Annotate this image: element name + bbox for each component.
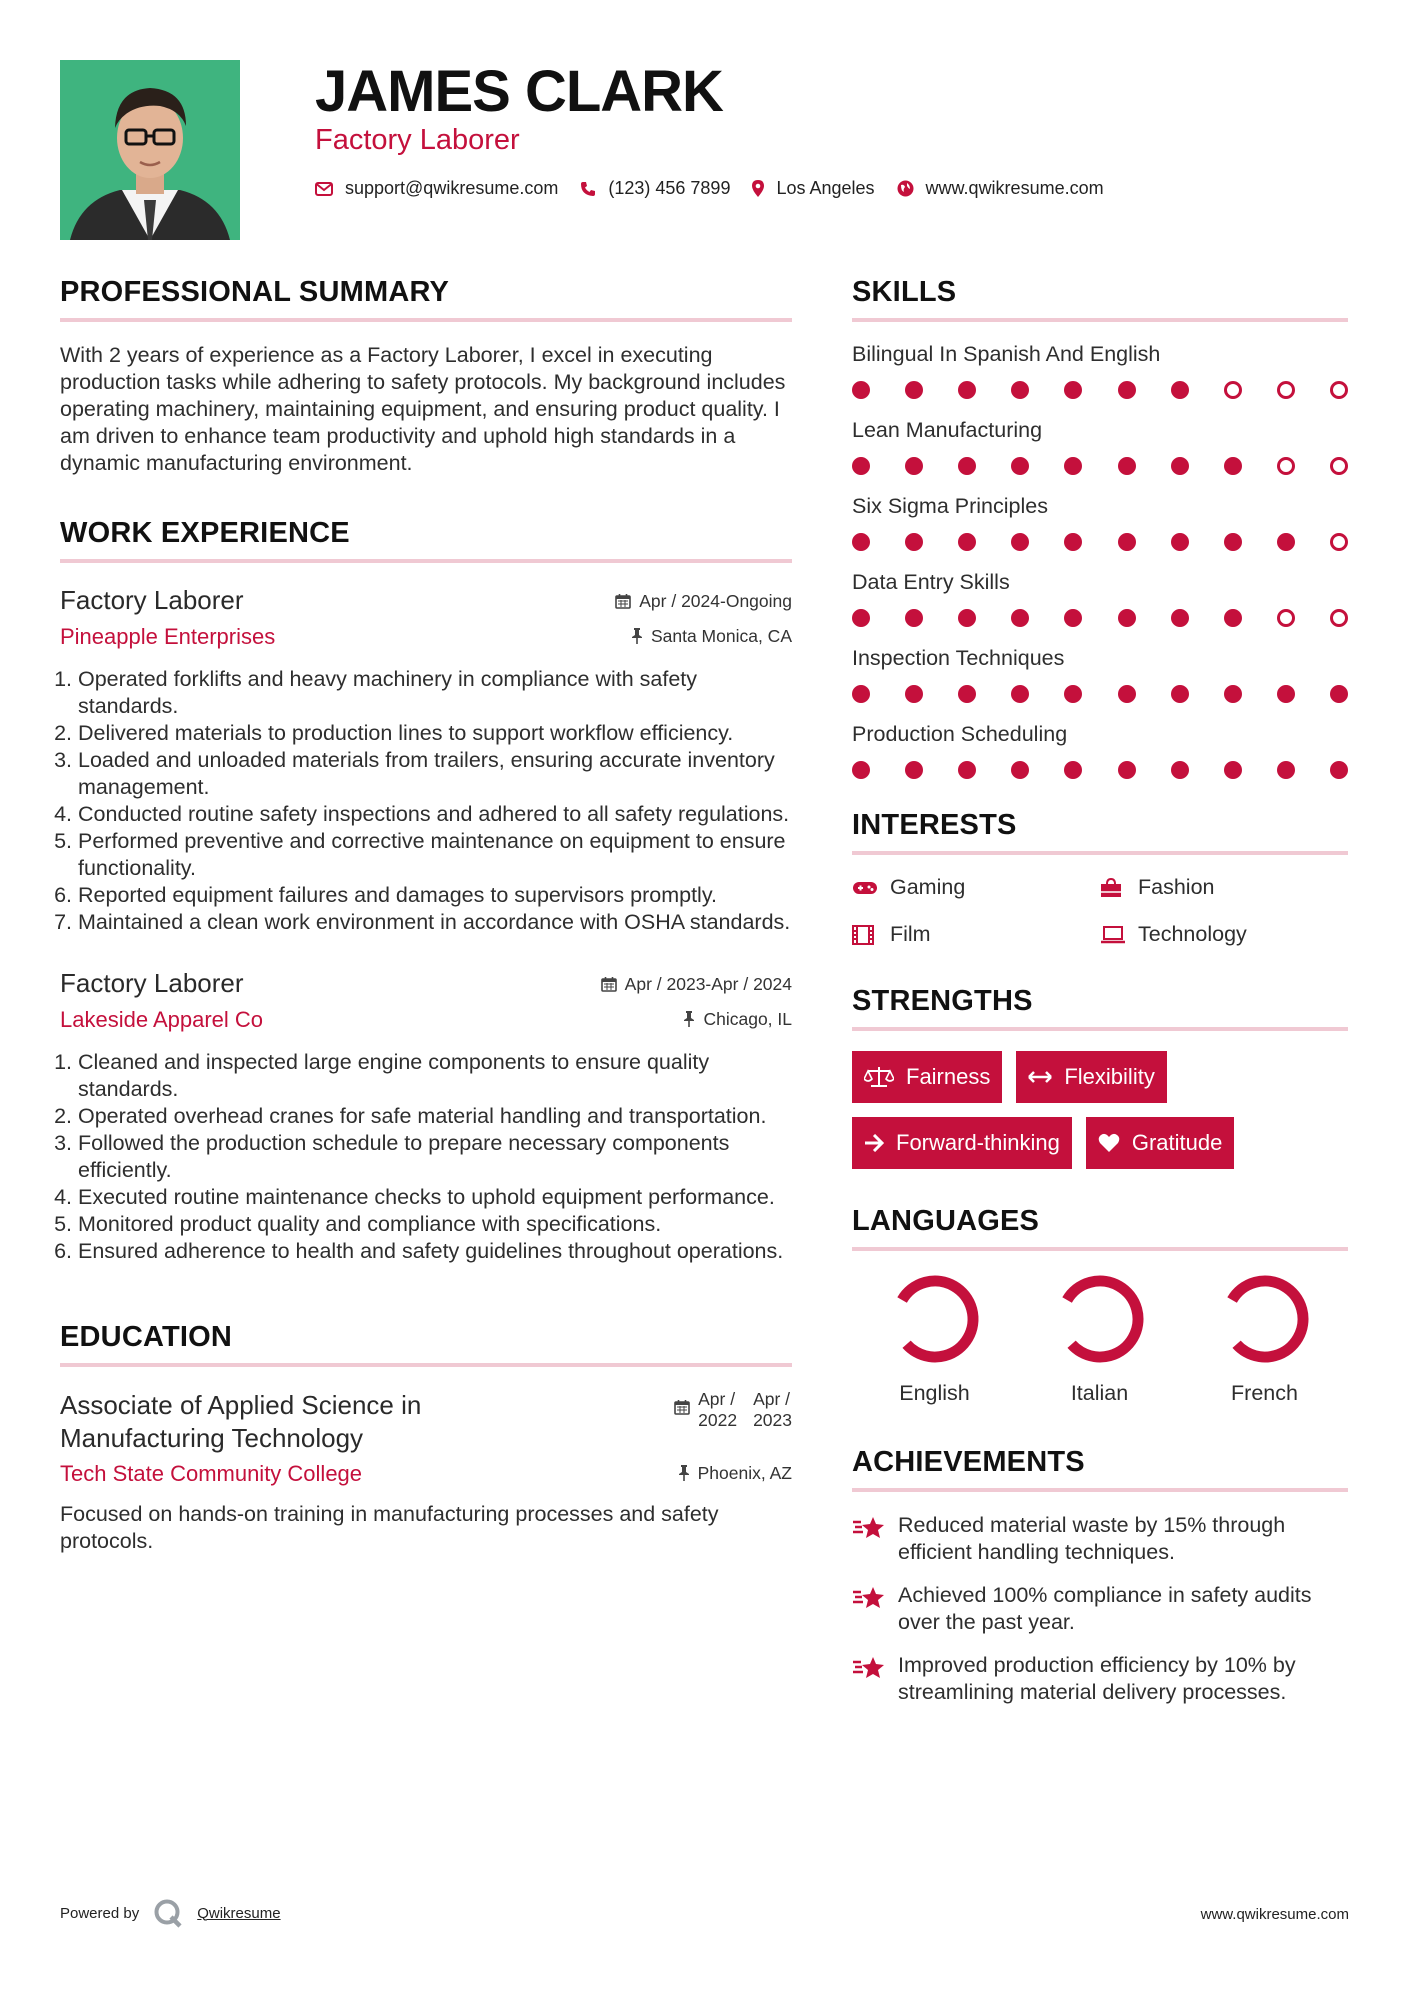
education-date: [674, 1389, 792, 1431]
rating-dot-filled: [1224, 457, 1242, 475]
contact-location: [752, 178, 874, 199]
list-item: 6. Ensured adherence to health and safety guidelines throughout operations.: [78, 1238, 792, 1265]
education-heading: EDUCATION: [60, 1321, 792, 1367]
interests-heading: INTERESTS: [852, 809, 1348, 855]
rating-dot-filled: [958, 609, 976, 627]
skill-item: [852, 494, 1348, 551]
list-item: 3. Loaded and unloaded materials from trailers, ensuring accurate inventory management.: [78, 747, 792, 801]
skill-rating: [852, 457, 1348, 475]
experience-section: [60, 517, 792, 1265]
job-company: Lakeside Apparel Co: [60, 1007, 264, 1032]
strength-label: Fairness: [906, 1064, 991, 1089]
balance-scale-icon: [864, 1066, 894, 1088]
interest-label: Gaming: [890, 875, 966, 899]
skill-name: Lean Manufacturing: [852, 418, 1043, 442]
rating-dot-empty: [1277, 457, 1295, 475]
shopping-bag-icon: [1100, 878, 1126, 898]
rating-dot-filled: [1330, 685, 1348, 703]
strength-label: Forward-thinking: [896, 1130, 1060, 1155]
rating-dot-filled: [1171, 761, 1189, 779]
rating-dot-filled: [1224, 761, 1242, 779]
school-name: Tech State Community College: [60, 1461, 363, 1486]
strengths-section: [852, 985, 1348, 1169]
education-end-month: Apr /: [753, 1389, 791, 1409]
rating-dot-filled: [1171, 533, 1189, 551]
rating-dot-filled: [1064, 685, 1082, 703]
rating-dot-filled: [1277, 533, 1295, 551]
rating-dot-empty: [1330, 533, 1348, 551]
contact-location-text: Los Angeles: [776, 178, 875, 198]
rating-dot-filled: [1118, 381, 1136, 399]
rating-dot-filled: [958, 533, 976, 551]
language-progress-arc: [1052, 1271, 1148, 1367]
contact-website-text: www.qwikresume.com: [925, 178, 1104, 198]
rating-dot-filled: [1011, 761, 1029, 779]
job-entry: [60, 585, 792, 936]
interests-section: [852, 809, 1348, 947]
summary-section: [60, 276, 792, 477]
summary-text: With 2 years of experience as a Factory Laborer, I excel in executing production tasks while adhering to safety protocols. My background includes operating machinery, maintaining equipment, and ensuring product quality. I am driven to enhance team productivity and uphold high standards in a dynamic manufacturing environment.: [60, 343, 786, 475]
interest-label: Film: [890, 922, 931, 946]
interest-gaming: [852, 875, 1100, 900]
skill-item: [852, 342, 1348, 399]
footer-url[interactable]: www.qwikresume.com: [1200, 1906, 1349, 1923]
strength-tag: [852, 1117, 1072, 1169]
skill-item: [852, 646, 1348, 703]
pushpin-icon: [683, 1011, 695, 1027]
rating-dot-filled: [1064, 761, 1082, 779]
job-date-text: Apr / 2023-Apr / 2024: [624, 973, 792, 994]
achievement-text: Achieved 100% compliance in safety audits over the past year.: [898, 1583, 1312, 1634]
language-item: [852, 1271, 1017, 1406]
skills-heading: SKILLS: [852, 276, 1348, 322]
avatar: [60, 60, 240, 240]
skill-name: Bilingual In Spanish And English: [852, 342, 1161, 366]
achievement-item: [852, 1512, 1348, 1566]
rating-dot-filled: [1011, 533, 1029, 551]
language-name: French: [1231, 1381, 1298, 1405]
strength-tag: [1016, 1051, 1166, 1103]
rating-dot-filled: [905, 381, 923, 399]
job-date-text: Apr / 2024-Ongoing: [639, 590, 792, 611]
rating-dot-filled: [1224, 609, 1242, 627]
arrows-horizontal-icon: [1028, 1070, 1052, 1084]
contact-phone-text: (123) 456 7899: [608, 178, 731, 198]
skills-list: [852, 342, 1348, 779]
skills-section: [852, 276, 1348, 779]
job-location-text: Santa Monica, CA: [650, 625, 792, 646]
laptop-icon: [1100, 926, 1126, 944]
language-progress-arc: [1217, 1271, 1313, 1367]
shooting-star-icon: [852, 1584, 886, 1610]
candidate-title: Factory Laborer: [315, 124, 520, 156]
degree-title: Associate of Applied Science in Manufacturing Technology: [60, 1390, 422, 1453]
rating-dot-filled: [852, 761, 870, 779]
language-progress-ring: [887, 1271, 983, 1367]
language-progress-arc: [887, 1271, 983, 1367]
job-location-text: Chicago, IL: [703, 1008, 792, 1029]
rating-dot-filled: [958, 381, 976, 399]
rating-dot-filled: [852, 457, 870, 475]
rating-dot-filled: [1064, 609, 1082, 627]
list-item: 6. Reported equipment failures and damages to supervisors promptly.: [78, 882, 792, 909]
job-bullets: [60, 666, 792, 936]
rating-dot-filled: [958, 761, 976, 779]
rating-dot-filled: [1224, 533, 1242, 551]
skill-name: Inspection Techniques: [852, 646, 1065, 670]
job-title: Factory Laborer: [60, 585, 244, 615]
achievement-text: Reduced material waste by 15% through efficient handling techniques.: [898, 1513, 1286, 1564]
calendar-icon: [674, 1399, 690, 1415]
achievement-item: [852, 1652, 1348, 1706]
rating-dot-filled: [1011, 685, 1029, 703]
footer-powered-by: [60, 1898, 281, 1928]
arrow-right-icon: [864, 1134, 884, 1152]
contact-website[interactable]: [897, 178, 1104, 199]
rating-dot-filled: [1277, 761, 1295, 779]
skill-rating: [852, 533, 1348, 551]
strength-label: Flexibility: [1064, 1064, 1155, 1089]
rating-dot-empty: [1330, 609, 1348, 627]
candidate-name: JAMES CLARK: [315, 59, 723, 124]
rating-dot-filled: [958, 685, 976, 703]
rating-dot-filled: [905, 533, 923, 551]
interest-label: Fashion: [1138, 875, 1215, 899]
rating-dot-filled: [1011, 457, 1029, 475]
pushpin-icon: [631, 628, 643, 644]
rating-dot-filled: [1064, 381, 1082, 399]
rating-dot-filled: [1171, 685, 1189, 703]
skill-name: Data Entry Skills: [852, 570, 1010, 594]
skill-rating: [852, 685, 1348, 703]
interest-label: Technology: [1138, 922, 1247, 946]
list-item: 7. Maintained a clean work environment in accordance with OSHA standards.: [78, 909, 792, 936]
skill-rating: [852, 609, 1348, 627]
job-bullets: [60, 1049, 792, 1265]
education-location: [678, 1463, 792, 1484]
rating-dot-empty: [1224, 381, 1242, 399]
rating-dot-empty: [1277, 609, 1295, 627]
list-item: 2. Operated overhead cranes for safe material handling and transportation.: [78, 1103, 792, 1130]
strength-tag: [1086, 1117, 1235, 1169]
rating-dot-filled: [1330, 761, 1348, 779]
strength-label: Gratitude: [1131, 1130, 1223, 1155]
achievement-item: [852, 1582, 1348, 1636]
list-item: 1. Operated forklifts and heavy machinery in compliance with safety standards.: [78, 666, 792, 720]
skill-item: [852, 570, 1348, 627]
rating-dot-filled: [905, 457, 923, 475]
summary-heading: PROFESSIONAL SUMMARY: [60, 276, 792, 322]
calendar-icon: [601, 976, 617, 992]
achievement-text: Improved production efficiency by 10% by streamlining material delivery processes.: [898, 1653, 1296, 1704]
education-end-year: 2023: [753, 1410, 792, 1430]
rating-dot-filled: [1118, 457, 1136, 475]
film-icon: [852, 925, 878, 945]
interest-film: [852, 922, 1100, 947]
contact-email-text: support@qwikresume.com: [345, 178, 559, 198]
contact-email[interactable]: [315, 178, 558, 199]
rating-dot-filled: [852, 381, 870, 399]
rating-dot-filled: [852, 685, 870, 703]
language-progress-ring: [1217, 1271, 1313, 1367]
job-date: [601, 974, 792, 995]
job-company: Pineapple Enterprises: [60, 624, 276, 649]
languages-heading: LANGUAGES: [852, 1205, 1348, 1251]
skill-rating: [852, 761, 1348, 779]
contact-phone[interactable]: [580, 178, 730, 199]
experience-heading: WORK EXPERIENCE: [60, 517, 792, 563]
job-entry: [60, 968, 792, 1265]
list-item: 2. Delivered materials to production lines to support workflow efficiency.: [78, 720, 792, 747]
shooting-star-icon: [852, 1654, 886, 1680]
skill-name: Six Sigma Principles: [852, 494, 1048, 518]
skill-item: [852, 418, 1348, 475]
languages-list: [852, 1271, 1348, 1406]
education-section: [60, 1321, 792, 1555]
language-item: [1017, 1271, 1182, 1406]
job-date: [615, 591, 792, 612]
rating-dot-filled: [1064, 457, 1082, 475]
envelope-icon: [315, 182, 333, 196]
contact-bar: [315, 178, 1126, 199]
rating-dot-filled: [958, 457, 976, 475]
map-pin-icon: [752, 180, 764, 197]
list-item: 5. Performed preventive and corrective maintenance on equipment to ensure functionality.: [78, 828, 792, 882]
shooting-star-icon: [852, 1514, 886, 1540]
language-name: Italian: [1070, 1381, 1129, 1405]
rating-dot-filled: [1224, 685, 1242, 703]
rating-dot-filled: [1171, 381, 1189, 399]
job-location: [631, 626, 792, 647]
qwikresume-link[interactable]: Qwikresume: [197, 1904, 281, 1922]
powered-by-label: Powered by: [60, 1904, 140, 1922]
calendar-icon: [615, 593, 631, 609]
gamepad-icon: [852, 880, 878, 896]
interest-fashion: [1100, 875, 1348, 900]
rating-dot-filled: [1118, 761, 1136, 779]
list-item: 5. Monitored product quality and compliance with specifications.: [78, 1211, 792, 1238]
achievements-section: [852, 1446, 1348, 1706]
language-progress-ring: [1052, 1271, 1148, 1367]
rating-dot-filled: [905, 685, 923, 703]
rating-dot-filled: [1118, 533, 1136, 551]
rating-dot-empty: [1330, 457, 1348, 475]
rating-dot-filled: [852, 533, 870, 551]
skill-rating: [852, 381, 1348, 399]
rating-dot-filled: [1171, 457, 1189, 475]
rating-dot-filled: [1011, 381, 1029, 399]
globe-icon: [897, 180, 914, 197]
heart-icon: [1098, 1133, 1120, 1153]
language-item: [1182, 1271, 1347, 1406]
list-item: 3. Followed the production schedule to prepare necessary components efficiently.: [78, 1130, 792, 1184]
interest-technology: [1100, 922, 1348, 947]
rating-dot-empty: [1330, 381, 1348, 399]
rating-dot-filled: [1171, 609, 1189, 627]
education-description: Focused on hands-on training in manufacturing processes and safety protocols.: [60, 1502, 719, 1553]
rating-dot-filled: [1277, 685, 1295, 703]
education-location-text: Phoenix, AZ: [697, 1462, 792, 1483]
rating-dot-filled: [1118, 685, 1136, 703]
job-title: Factory Laborer: [60, 968, 244, 998]
phone-icon: [580, 181, 596, 197]
skill-name: Production Scheduling: [852, 722, 1068, 746]
achievements-heading: ACHIEVEMENTS: [852, 1446, 1348, 1492]
language-name: English: [899, 1381, 970, 1405]
strength-tag: [852, 1051, 1002, 1103]
skill-item: [852, 722, 1348, 779]
rating-dot-filled: [905, 761, 923, 779]
qwikresume-logo-icon: [153, 1898, 183, 1928]
rating-dot-filled: [1118, 609, 1136, 627]
rating-dot-filled: [905, 609, 923, 627]
education-start-month: Apr /: [698, 1389, 736, 1409]
list-item: 4. Conducted routine safety inspections and adhered to all safety regulations.: [78, 801, 792, 828]
job-location: [683, 1009, 792, 1030]
education-start-year: 2022: [698, 1410, 738, 1430]
list-item: 1. Cleaned and inspected large engine components to ensure quality standards.: [78, 1049, 792, 1103]
list-item: 4. Executed routine maintenance checks to uphold equipment performance.: [78, 1184, 792, 1211]
rating-dot-empty: [1277, 381, 1295, 399]
pushpin-icon: [678, 1465, 690, 1481]
rating-dot-filled: [1011, 609, 1029, 627]
languages-section: [852, 1205, 1348, 1406]
left-column: [60, 276, 792, 1555]
rating-dot-filled: [1064, 533, 1082, 551]
right-column: [852, 276, 1348, 1722]
strengths-heading: STRENGTHS: [852, 985, 1348, 1031]
profile-photo: [60, 60, 240, 240]
rating-dot-filled: [852, 609, 870, 627]
